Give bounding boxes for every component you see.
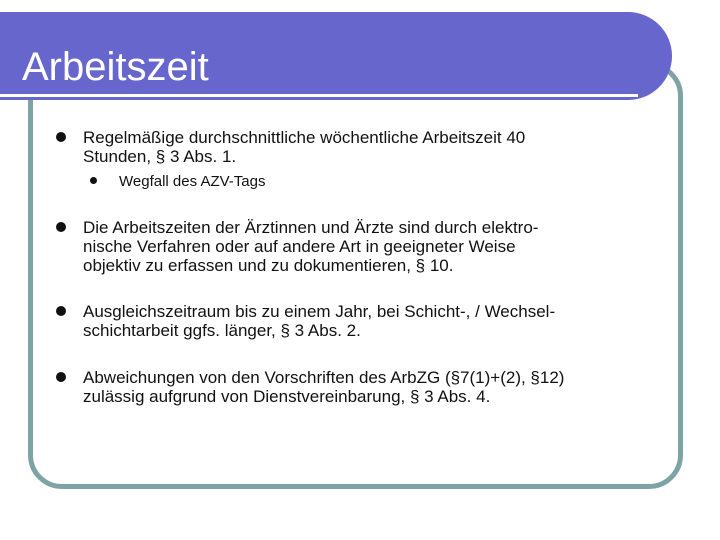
bullet-text-line: schichtarbeit ggfs. länger, § 3 Abs. 2. <box>83 321 361 340</box>
bullet-text-line: Regelmäßige durchschnittliche wöchentliche Arbeitszeit 40 <box>83 128 526 147</box>
bullet-item <box>83 218 538 275</box>
bullet-text-line: Die Arbeitszeiten der Ärztinnen und Ärzte sind durch elektro- <box>83 218 539 237</box>
bullet-item <box>83 368 564 406</box>
bullet-text-line: Abweichungen von den Vorschriften des ArbZG (§7(1)+(2), §12) <box>83 368 565 387</box>
bullet-text-line: Ausgleichszeitraum bis zu einem Jahr, bei Schicht-, / Wechsel- <box>83 302 556 321</box>
bullet-text-line: objektiv zu erfassen und zu dokumentieren, § 10. <box>83 256 454 275</box>
bullet-dot-icon <box>56 222 66 232</box>
bullet-text-line: nische Verfahren oder auf andere Art in geeigneter Weise <box>83 237 516 256</box>
sub-bullet-item <box>119 172 265 191</box>
bullet-dot-icon <box>56 132 66 142</box>
bullet-item <box>83 302 555 340</box>
sub-bullet-dot-icon <box>90 177 97 184</box>
bullet-dot-icon <box>56 372 66 382</box>
slide-title: Arbeitszeit <box>22 45 209 89</box>
bullet-item <box>83 128 525 166</box>
bullet-text-line: zulässig aufgrund von Dienstvereinbarung, § 3 Abs. 4. <box>83 387 491 406</box>
title-underline <box>0 94 638 97</box>
slide-frame <box>28 62 683 489</box>
title-bar <box>0 12 672 100</box>
bullet-text-line: Wegfall des AZV-Tags <box>119 173 266 190</box>
bullet-text-line: Stunden, § 3 Abs. 1. <box>83 147 237 166</box>
bullet-dot-icon <box>56 306 66 316</box>
